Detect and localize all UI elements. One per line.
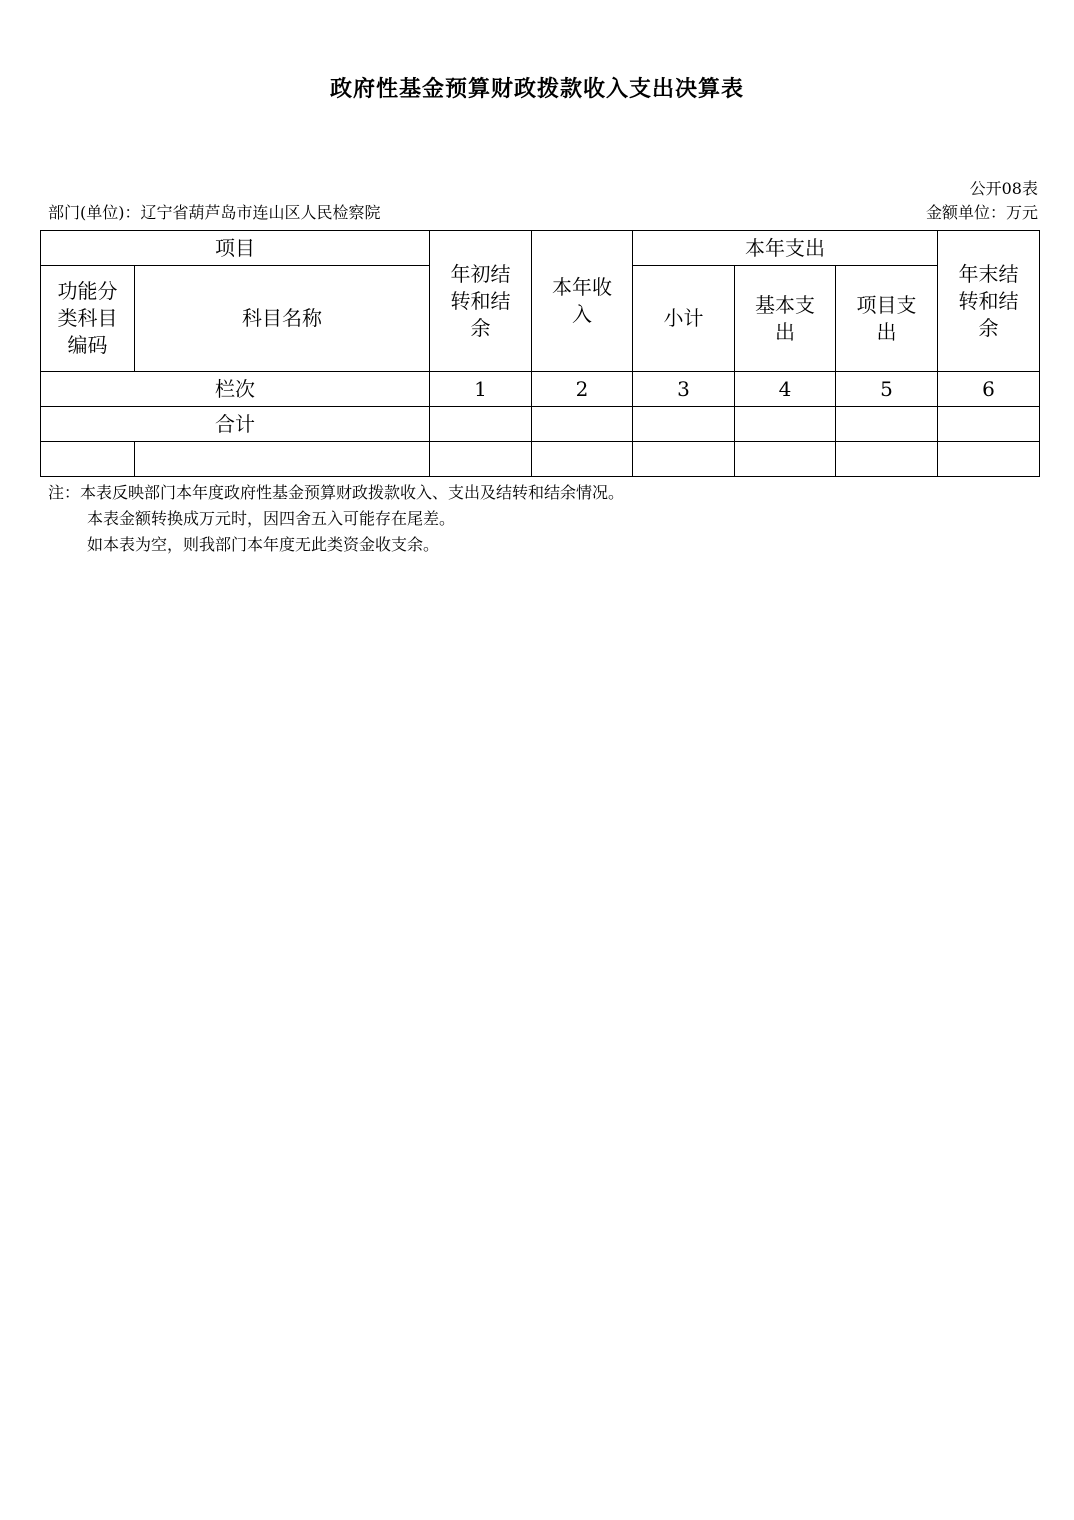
budget-table [40,230,1040,477]
amount-unit-label: 金额单位：万元 [925,203,1038,222]
column-number-2: 2 [532,372,633,407]
total-row [41,407,1040,442]
empty-cell-3 [633,442,735,477]
notes-section [48,480,624,558]
header-basic-expense: 基本支 出 [735,266,836,372]
form-id: 公开08表 [969,179,1038,198]
page-title: 政府性基金预算财政拨款收入支出决算表 [329,77,744,102]
header-item: 项目 [41,231,430,266]
header-closing-balance: 年末结 转和结 余 [938,231,1040,372]
empty-cell-2 [532,442,633,477]
header-subject-name: 科目名称 [135,266,430,372]
total-cell-6 [938,407,1040,442]
column-number-4: 4 [735,372,836,407]
column-index-row [41,372,1040,407]
header-row-1 [41,231,1040,266]
header-subtotal: 小计 [633,266,735,372]
header-opening-balance: 年初结 转和结 余 [430,231,532,372]
total-cell-2 [532,407,633,442]
empty-name-cell [135,442,430,477]
column-number-3: 3 [633,372,735,407]
total-cell-3 [633,407,735,442]
header-current-expense: 本年支出 [633,231,938,266]
note-line-3: 如本表为空，则我部门本年度无此类资金收支余。 [87,535,440,554]
column-number-6: 6 [938,372,1040,407]
total-label: 合计 [41,407,430,442]
header-project-expense: 项目支 出 [836,266,938,372]
empty-code-cell [41,442,135,477]
department-label: 部门(单位)：辽宁省葫芦岛市连山区人民检察院 [48,203,381,222]
total-cell-4 [735,407,836,442]
empty-cell-5 [836,442,938,477]
column-number-5: 5 [836,372,938,407]
total-cell-5 [836,407,938,442]
total-cell-1 [430,407,532,442]
note-line-2: 本表金额转换成万元时，因四舍五入可能存在尾差。 [87,509,456,528]
note-line-1: 注：本表反映部门本年度政府性基金预算财政拨款收入、支出及结转和结余情况。 [48,483,625,502]
header-current-income: 本年收 入 [532,231,633,372]
empty-cell-1 [430,442,532,477]
column-number-1: 1 [430,372,532,407]
table-row [41,442,1040,477]
column-index-label: 栏次 [41,372,430,407]
empty-cell-6 [938,442,1040,477]
empty-cell-4 [735,442,836,477]
header-func-code: 功能分 类科目 编码 [41,266,135,372]
